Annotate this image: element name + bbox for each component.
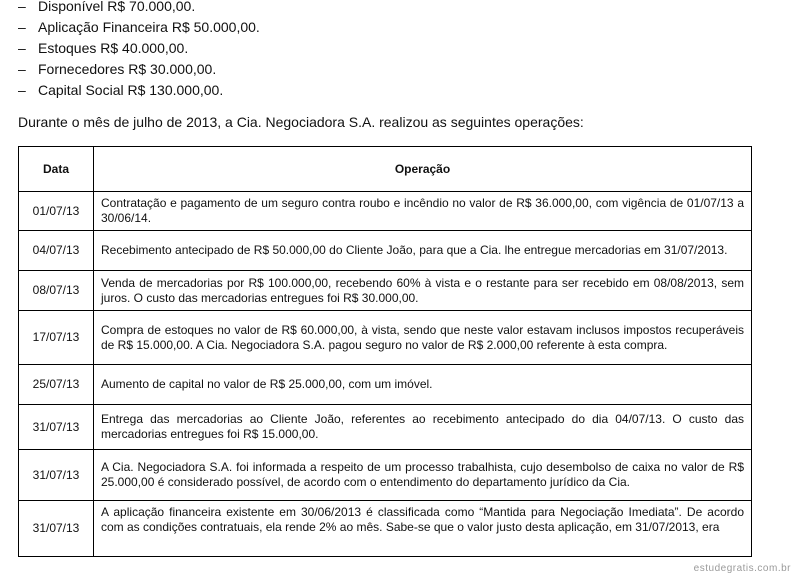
bullet-dash: – xyxy=(18,19,26,35)
balance-text: Aplicação Financeira R$ 50.000,00. xyxy=(38,19,260,35)
balance-item xyxy=(18,38,260,59)
balance-item xyxy=(18,17,260,38)
bullet-dash: – xyxy=(18,0,26,14)
row-operation: Aumento de capital no valor de R$ 25.000,00, com um imóvel. xyxy=(94,365,752,405)
balance-list xyxy=(18,0,260,101)
balance-item xyxy=(18,59,260,80)
table-row xyxy=(19,501,752,557)
table-row xyxy=(19,450,752,501)
watermark: estudegratis.com.br xyxy=(693,563,791,574)
table-header-row xyxy=(19,147,752,192)
balance-text: Capital Social R$ 130.000,00. xyxy=(38,82,224,98)
bullet-dash: – xyxy=(18,61,26,77)
table-row xyxy=(19,365,752,405)
operations-table xyxy=(18,146,752,557)
header-operation: Operação xyxy=(94,147,752,192)
row-operation: Entrega das mercadorias ao Cliente João, referentes ao recebimento antecipado do dia 04/07/13. O custo das mercadorias entregues foi R$ 15.000,00. xyxy=(94,405,752,450)
table-row xyxy=(19,311,752,365)
table-row xyxy=(19,192,752,231)
row-date: 17/07/13 xyxy=(19,311,94,365)
balance-item xyxy=(18,0,260,17)
header-date: Data xyxy=(19,147,94,192)
bullet-dash: – xyxy=(18,40,26,56)
table-row xyxy=(19,231,752,271)
balance-text: Fornecedores R$ 30.000,00. xyxy=(38,61,217,77)
balance-text: Estoques R$ 40.000,00. xyxy=(38,40,189,56)
row-operation: A aplicação financeira existente em 30/06/2013 é classificada como “Mantida para Negociação Imediata”. De acordo com as condições contratuais, ela rende 2% ao mês. Sabe-se que o valor justo desta aplicação, em 31/07/2013, era xyxy=(94,501,752,557)
row-date: 31/07/13 xyxy=(19,450,94,501)
row-operation: Venda de mercadorias por R$ 100.000,00, recebendo 60% à vista e o restante para ser recebido em 08/08/2013, sem juros. O custo das mercadorias entregues foi R$ 30.000,00. xyxy=(94,271,752,311)
row-date: 25/07/13 xyxy=(19,365,94,405)
row-operation: Recebimento antecipado de R$ 50.000,00 do Cliente João, para que a Cia. lhe entregue mercadorias em 31/07/2013. xyxy=(94,231,752,271)
balance-text: Disponível R$ 70.000,00. xyxy=(38,0,196,14)
row-operation: Contratação e pagamento de um seguro contra roubo e incêndio no valor de R$ 36.000,00, com vigência de 01/07/13 a 30/06/14. xyxy=(94,192,752,231)
row-date: 31/07/13 xyxy=(19,501,94,557)
row-date: 31/07/13 xyxy=(19,405,94,450)
row-date: 01/07/13 xyxy=(19,192,94,231)
row-operation: A Cia. Negociadora S.A. foi informada a respeito de um processo trabalhista, cujo desembolso de caixa no valor de R$ 25.000,00 é considerado possível, de acordo com o entendimento do departamento jurídico da Cia. xyxy=(94,450,752,501)
row-operation: Compra de estoques no valor de R$ 60.000,00, à vista, sendo que neste valor estavam inclusos impostos recuperáveis de R$ 15.000,00. A Cia. Negociadora S.A. pagou seguro no valor de R$ 2.000,00 referente à esta compra. xyxy=(94,311,752,365)
intro-paragraph: Durante o mês de julho de 2013, a Cia. Negociadora S.A. realizou as seguintes operações: xyxy=(18,114,584,130)
row-date: 08/07/13 xyxy=(19,271,94,311)
table-row xyxy=(19,271,752,311)
bullet-dash: – xyxy=(18,82,26,98)
balance-item xyxy=(18,80,260,101)
row-date: 04/07/13 xyxy=(19,231,94,271)
table-row xyxy=(19,405,752,450)
